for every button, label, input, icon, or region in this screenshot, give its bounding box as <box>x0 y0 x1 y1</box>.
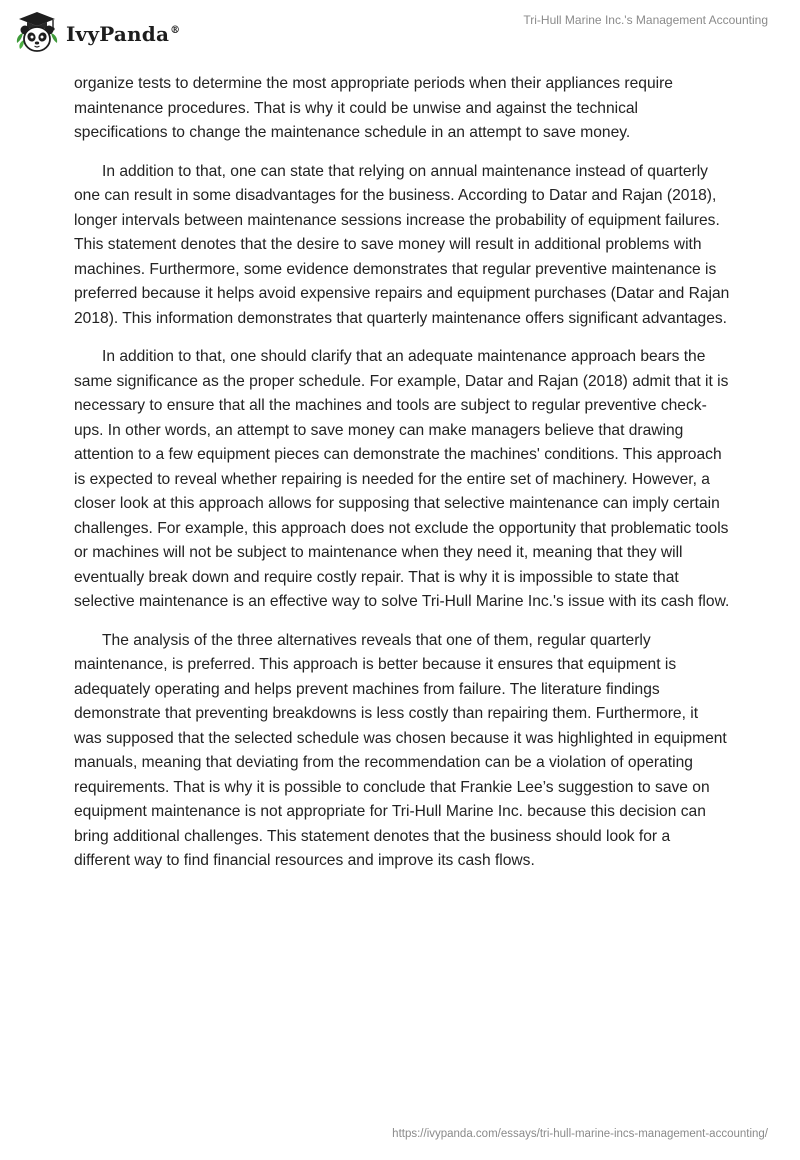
ivypanda-logo[interactable] <box>14 8 180 56</box>
paragraph-1: organize tests to determine the most appropriate periods when their appliances require maintenance procedures. That is why it could be unwise and against the technical specifications to change the maintenance schedule in an attempt to save money. <box>74 75 673 141</box>
document-title: Tri-Hull Marine Inc.'s Management Accounting <box>523 13 768 27</box>
panda-graduate-icon <box>14 9 60 55</box>
paragraph-3: In addition to that, one should clarify that an adequate maintenance approach bears the same significance as the proper schedule. For example, Datar and Rajan (2018) admit that it is necessary to ensure that all the machines and tools are subject to regular preventive check-ups. In other words, an attempt to save money can make managers believe that drawing attention to a few equipment pieces can demonstrate the machines' conditions. This approach is expected to reveal whether repairing is needed for the entire set of machinery. However, a closer look at this approach allows for supposing that selective maintenance can imply certain challenges. For example, this approach does not exclude the opportunity that problematic tools or machines will not be subject to maintenance when they need it, meaning that they will eventually break down and require costly repair. That is why it is impossible to state that selective maintenance is an effective way to solve Tri-Hull Marine Inc.'s issue with its cash flow. <box>74 348 730 610</box>
page-header <box>0 0 800 60</box>
source-url-link[interactable]: https://ivypanda.com/essays/tri-hull-marine-incs-management-accounting/ <box>392 1128 768 1140</box>
logo-wordmark <box>66 22 180 46</box>
essay-body <box>74 72 730 888</box>
logo-text: IvyPanda <box>66 22 170 46</box>
paragraph-2: In addition to that, one can state that relying on annual maintenance instead of quarterly one can result in some disadvantages for the business. According to Datar and Rajan (2018), longer intervals between maintenance sessions increase the probability of equipment failures. This statement denotes that the desire to save money will result in additional problems with machines. Furthermore, some evidence demonstrates that regular preventive maintenance is preferred because it helps avoid expensive repairs and equipment purchases (Datar and Rajan 2018). This information demonstrates that quarterly maintenance offers significant advantages. <box>74 162 730 327</box>
registered-mark: ® <box>170 25 181 37</box>
paragraph-4: The analysis of the three alternatives reveals that one of them, regular quarterly maintenance, is preferred. This approach is better because it ensures that equipment is adequately operating and helps prevent machines from failure. The literature findings demonstrate that preventing breakdowns is less costly than repairing them. Furthermore, it was supposed that the selected schedule was chosen because it was highlighted in equipment manuals, meaning that deviating from the recommendation can be a violation of operating requirements. That is why it is possible to conclude that Frankie Lee’s suggestion to save on equipment maintenance is not appropriate for Tri-Hull Marine Inc. because this decision can bring additional challenges. This statement denotes that the business should look for a different way to find financial resources and improve its cash flows. <box>74 631 727 869</box>
